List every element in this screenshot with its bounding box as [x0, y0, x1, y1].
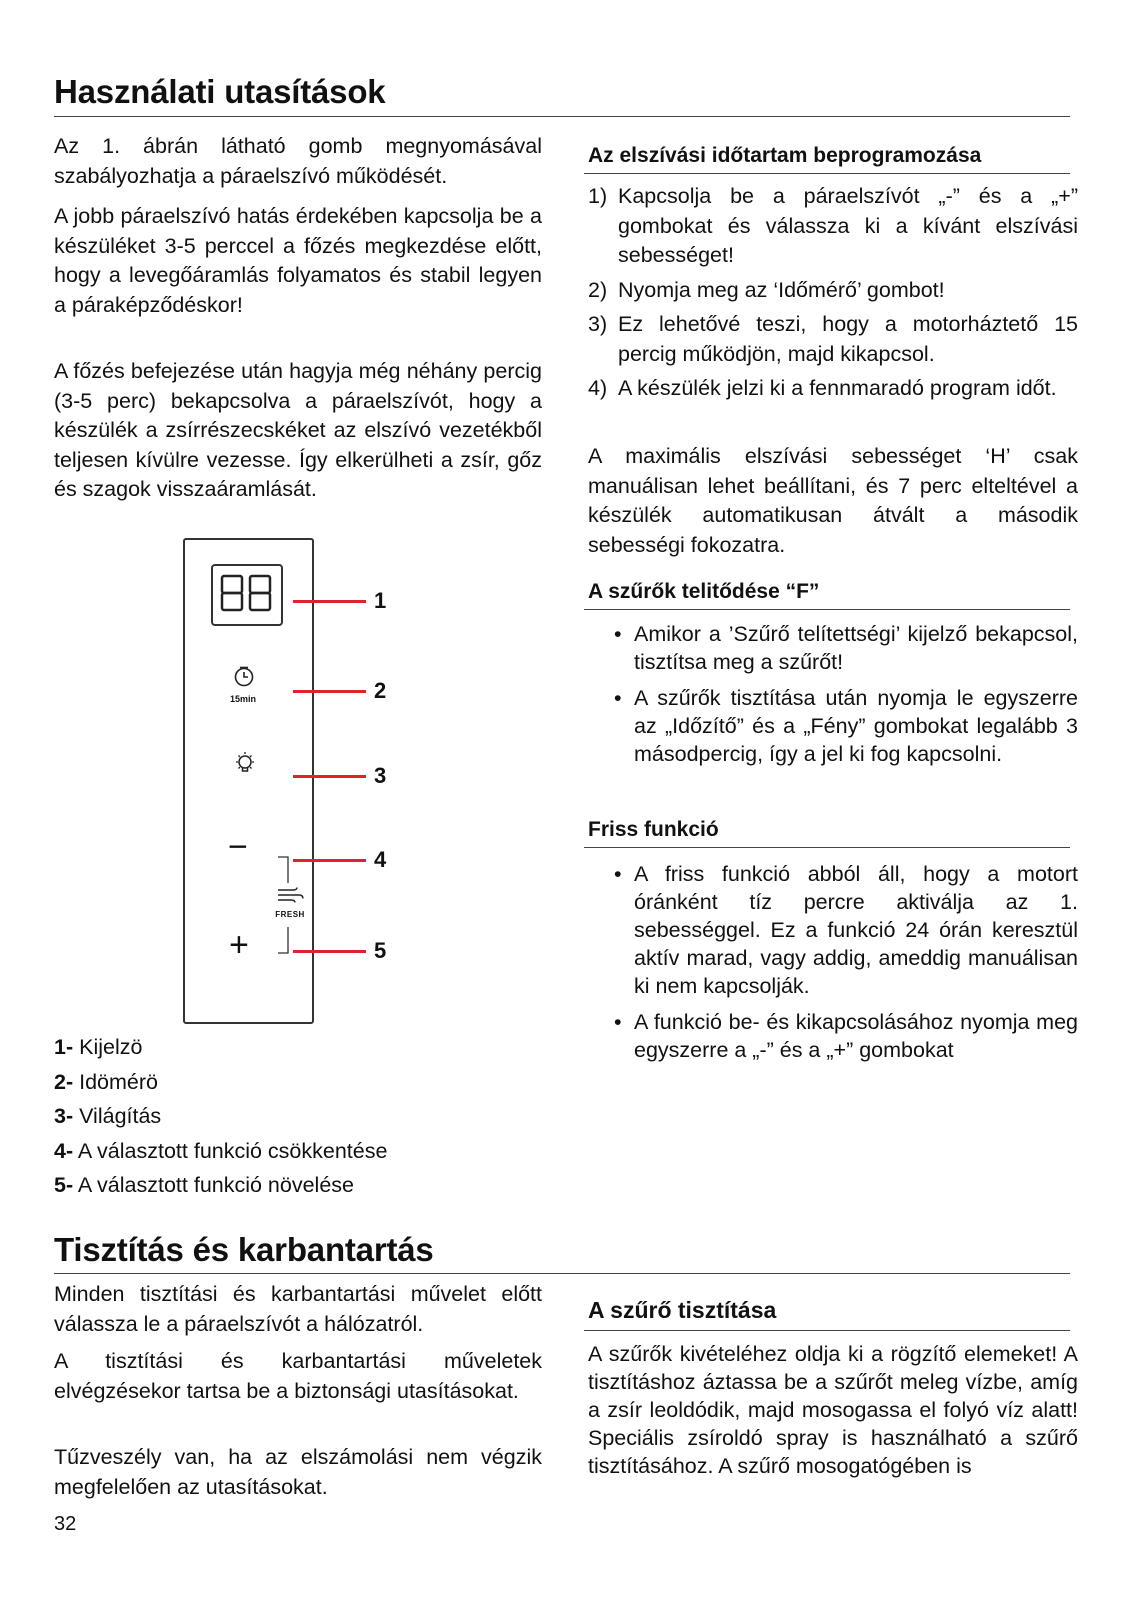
list-item: [588, 1008, 1078, 1064]
heading-rule-filter-cleaning: [584, 1330, 1070, 1331]
callout-number-5: 5: [374, 938, 387, 963]
fresh-label: FRESH: [275, 910, 305, 919]
heading-rule-fresh: [584, 847, 1070, 848]
callout-line-3: [293, 775, 366, 778]
intro-paragraph-2: A jobb páraelszívó hatás érdekében kapcsolja be a készüléket 3-5 perccel a főzés megkezdése előtt, hogy a levegőáramlás folyamatos és stabil legyen a páraképződéskor!: [54, 204, 542, 317]
bullet-text: Amikor a ’Szűrő telítettségi’ kijelző bekapcsol, tisztítsa meg a szűrőt!: [634, 622, 1078, 674]
legend-item: [54, 1168, 387, 1203]
legend-item: [54, 1030, 387, 1065]
callout-line-5: [293, 950, 366, 953]
list-item: [588, 276, 1078, 306]
page-number: 32: [54, 1513, 77, 1535]
legend-text: A választott funkció csökkentése: [77, 1138, 388, 1163]
bullet-text: A friss funkció abból áll, hogy a motort óránként tíz percre aktiválja az 1. sebességgel. Ez a funkció 24 órán keresztül aktív marad, vagy addig, ameddig manuálisan ki nem kapcsolják.: [634, 862, 1078, 998]
title-rule-usage: [54, 116, 1070, 117]
light-bulb-icon: [232, 750, 258, 778]
callout-number-1: 1: [374, 588, 387, 613]
cleaning-paragraph-3: Tűzveszély van, ha az elszámolási nem végzik megfelelően az utasításokat.: [54, 1445, 542, 1499]
seven-segment-88: [213, 566, 281, 624]
callout-line-4: [293, 859, 366, 862]
step-number: 4): [588, 376, 608, 400]
step-text: Ez lehetővé teszi, hogy a motorháztető 15 percig működjön, majd kikapcsol.: [618, 312, 1078, 366]
step-text: Nyomja meg az ‘Időmérő’ gombot!: [618, 277, 945, 302]
legend-number: 1-: [54, 1035, 74, 1059]
legend-number: 3-: [54, 1104, 74, 1128]
list-item: [588, 182, 1078, 271]
legend-text: Világítás: [79, 1104, 162, 1128]
bullet-text: A funkció be- és kikapcsolásához nyomja meg egyszerre a „-” és a „+” gombokat: [634, 1010, 1078, 1062]
step-number: 2): [588, 277, 608, 302]
list-item: [588, 310, 1078, 369]
callout-number-2: 2: [374, 678, 387, 703]
legend-text: Kijelzö: [79, 1035, 143, 1059]
legend-text: Idömérö: [79, 1069, 158, 1094]
legend-item: [54, 1099, 387, 1134]
callout-line-1: [293, 600, 366, 603]
list-item: [588, 684, 1078, 768]
timer-steps-list: [588, 182, 1078, 409]
bullet-icon: •: [614, 686, 622, 710]
timer-icon: [230, 666, 260, 706]
list-item: [588, 374, 1078, 404]
cleaning-paragraph-2: A tisztítási és karbantartási műveletek elvégzésekor tartsa be a biztonsági utasításokat.: [54, 1349, 542, 1403]
fresh-bullets: [588, 860, 1078, 1072]
step-number: 3): [588, 312, 608, 336]
legend-item: [54, 1065, 387, 1100]
title-rule-cleaning: [54, 1273, 1070, 1274]
heading-fresh-function: Friss funkció: [588, 818, 719, 841]
section-title-usage: Használati utasítások: [54, 73, 386, 110]
list-item: [588, 620, 1078, 676]
fresh-icon: [272, 885, 308, 921]
heading-rule-timer: [584, 173, 1070, 174]
bullet-icon: •: [614, 1010, 622, 1034]
callout-number-4: 4: [374, 847, 387, 872]
minus-icon: −: [228, 828, 248, 866]
panel-legend: [54, 1030, 387, 1203]
list-item: [588, 860, 1078, 1000]
callout-number-3: 3: [374, 763, 387, 788]
intro-paragraph-1: Az 1. ábrán látható gomb megnyomásával szabályozhatja a páraelszívó működését.: [54, 134, 542, 188]
callout-line-2: [293, 690, 366, 693]
bullet-text: A szűrők tisztítása után nyomja le egyszerre az „Időzítő” és a „Fény” gombokat legalább 3 másodpercig, így a jel ki fog kapcsolni.: [634, 686, 1078, 766]
bullet-icon: •: [614, 622, 622, 646]
section-title-cleaning: Tisztítás és karbantartás: [54, 1231, 434, 1268]
intro-paragraph-3: A főzés befejezése után hagyja még néhány percig (3-5 perc) bekapcsolva a páraelszívót, hogy a készülék a zsírrészecskéket az elszívó vezetékből teljesen kívülre vezesse. Így elkerülheti a zsír, gőz és szagok visszaáramlását.: [54, 359, 542, 501]
heading-filter-cleaning: A szűrő tisztítása: [588, 1297, 777, 1323]
step-text: A készülék jelzi ki a fennmaradó program időt.: [618, 376, 1057, 400]
max-speed-note: A maximális elszívási sebességet ‘H’ csak manuálisan lehet beállítani, és 7 perc elteltével a készülék automatikusan átvált a második sebességi fokozatra.: [588, 444, 1078, 557]
plus-icon: +: [229, 926, 249, 964]
legend-number: 4-: [54, 1138, 74, 1163]
heading-timer-programming: Az elszívási időtartam beprogramozása: [588, 144, 982, 167]
step-text: Kapcsolja be a páraelszívót „-” és a „+” gombokat és válassza ki a kívánt elszívási sebességet!: [618, 184, 1078, 267]
cleaning-paragraph-1: Minden tisztítási és karbantartási művelet előtt válassza le a páraelszívót a hálózatról.: [54, 1282, 542, 1336]
legend-text: A választott funkció növelése: [77, 1173, 354, 1197]
display-icon: [211, 564, 283, 626]
legend-number: 2-: [54, 1069, 74, 1094]
filter-bullets: [588, 620, 1078, 776]
filter-cleaning-text: A szűrők kivételéhez oldja ki a rögzítő elemeket! A tisztításhoz áztassa be a szűrőt meleg vízbe, amíg a zsír leoldódik, majd mosogassa el folyó víz alatt! Speciális zsíroldó spray is használható a szűrő tisztításához. A szűrő mosogatógében is: [588, 1342, 1078, 1478]
timer-label: 15min: [230, 694, 257, 704]
heading-rule-filter: [584, 609, 1070, 610]
step-number: 1): [588, 184, 608, 208]
heading-filter-saturation: A szűrők telitődése “F”: [588, 580, 820, 603]
bullet-icon: •: [614, 862, 622, 886]
legend-number: 5-: [54, 1173, 74, 1197]
legend-item: [54, 1134, 387, 1169]
